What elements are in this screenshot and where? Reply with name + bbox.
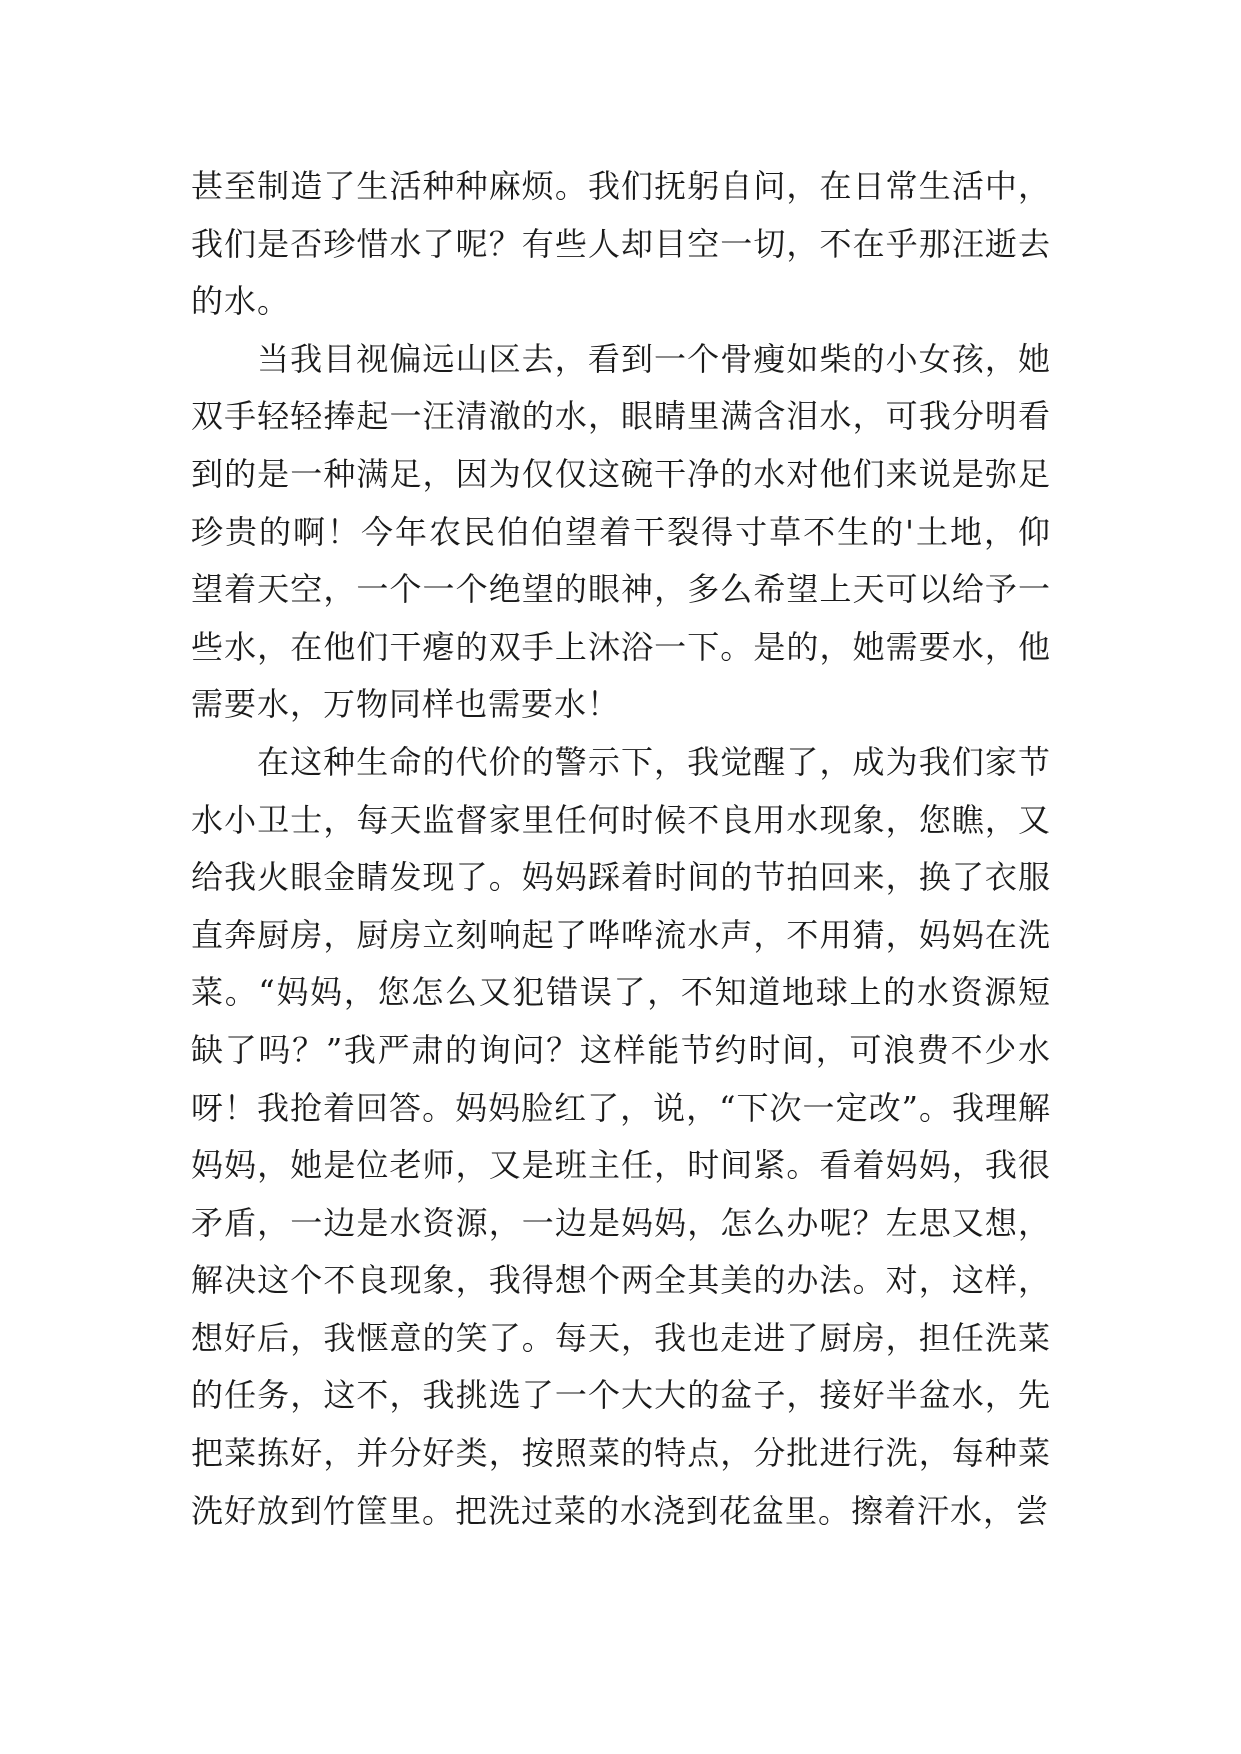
text-line: 缺了吗？”我严肃的询问？这样能节约时间，可浪费不少水 xyxy=(191,1030,1051,1069)
document-body xyxy=(191,158,1051,1540)
text-line: 呀！我抢着回答。妈妈脸红了，说，“下次一定改”。我理解 xyxy=(191,1088,1051,1127)
paragraph xyxy=(191,734,1051,1540)
text-line: 妈妈，她是位老师，又是班主任，时间紧。看着妈妈，我很 xyxy=(191,1146,1051,1185)
text-line: 甚至制造了生活种种麻烦。我们抚躬自问，在日常生活中， xyxy=(191,167,1051,205)
text-line: 给我火眼金睛发现了。妈妈踩着时间的节拍回来，换了衣服 xyxy=(191,858,1051,897)
text-line: 到的是一种满足，因为仅仅这碗干净的水对他们来说是弥足 xyxy=(191,454,1051,493)
text-line: 望着天空，一个一个绝望的眼神，多么希望上天可以给予一 xyxy=(191,570,1051,609)
text-line: 我们是否珍惜水了呢？有些人却目空一切，不在乎那汪逝去 xyxy=(191,224,1051,263)
text-line: 水小卫士，每天监督家里任何时候不良用水现象，您瞧，又 xyxy=(191,800,1051,839)
text-line: 把菜拣好，并分好类，按照菜的特点，分批进行洗，每种菜 xyxy=(191,1434,1051,1473)
text-line: 珍贵的啊！今年农民伯伯望着干裂得寸草不生的'土地，仰 xyxy=(191,512,1051,551)
text-line: 双手轻轻捧起一汪清澈的水，眼睛里满含泪水，可我分明看 xyxy=(191,397,1051,436)
paragraph xyxy=(191,158,1051,331)
text-line: 的任务，这不，我挑选了一个大大的盆子，接好半盆水，先 xyxy=(191,1376,1051,1415)
text-line: 菜。“妈妈，您怎么又犯错误了，不知道地球上的水资源短 xyxy=(191,973,1051,1012)
text-line: 需要水，万物同样也需要水！ xyxy=(191,685,621,724)
text-line: 矛盾，一边是水资源，一边是妈妈，怎么办呢？左思又想， xyxy=(191,1203,1051,1242)
text-line: 洗好放到竹筐里。把洗过菜的水浇到花盆里。擦着汗水，尝 xyxy=(191,1491,1050,1530)
text-line: 直奔厨房，厨房立刻响起了哗哗流水声，不用猜，妈妈在洗 xyxy=(191,915,1051,954)
text-line: 些水，在他们干瘪的双手上沐浴一下。是的，她需要水，他 xyxy=(191,627,1051,666)
text-line: 解决这个不良现象，我得想个两全其美的办法。对，这样， xyxy=(191,1261,1051,1300)
text-line: 在这种生命的代价的警示下，我觉醒了，成为我们家节 xyxy=(257,742,1051,781)
text-line: 当我目视偏远山区去，看到一个骨瘦如柴的小女孩，她 xyxy=(257,339,1051,378)
paragraph xyxy=(191,331,1051,734)
text-line: 的水。 xyxy=(191,282,291,321)
text-line: 想好后，我惬意的笑了。每天，我也走进了厨房，担任洗菜 xyxy=(191,1318,1051,1357)
